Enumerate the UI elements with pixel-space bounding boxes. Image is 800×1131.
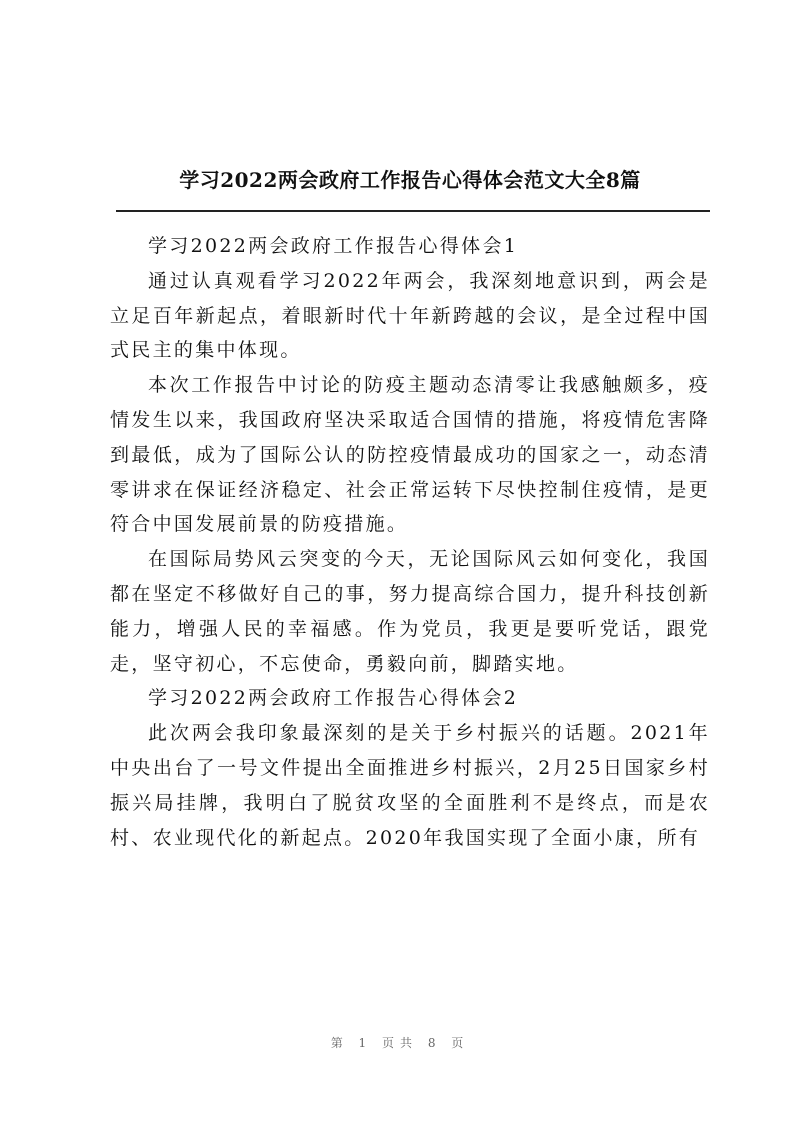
document-title: 学习2022两会政府工作报告心得体会范文大全8篇 bbox=[179, 168, 641, 192]
document-body bbox=[110, 229, 710, 855]
paragraph: 此次两会我印象最深刻的是关于乡村振兴的话题。2021年中央出台了一号文件提出全面推进乡村振兴，2月25日国家乡村振兴局挂牌，我明白了脱贫攻坚的全面胜利不是终点，而是农村、农业现代化的新起点。2020年我国实现了全面小康，所有 bbox=[110, 722, 710, 849]
paragraph: 本次工作报告中讨论的防疫主题动态清零让我感触颇多，疫情发生以来，我国政府坚决采取适合国情的措施，将疫情危害降到最低，成为了国际公认的防控疫情最成功的国家之一，动态清零讲求在保证经济稳定、社会正常运转下尽快控制住疫情，是更符合中国发展前景的防疫措施。 bbox=[110, 374, 710, 536]
section-heading-1: 学习2022两会政府工作报告心得体会1 bbox=[148, 235, 519, 257]
paragraph: 通过认真观看学习2022年两会，我深刻地意识到，两会是立足百年新起点，着眼新时代十年新跨越的会议，是全过程中国式民主的集中体现。 bbox=[110, 269, 710, 362]
title-underline bbox=[116, 210, 710, 212]
page-number: 第 1 页共 8 页 bbox=[330, 1036, 470, 1050]
paragraph: 在国际局势风云突变的今天，无论国际风云如何变化，我国都在坚定不移做好自己的事，努力提高综合国力，提升科技创新能力，增强人民的幸福感。作为党员，我更是要听党话，跟党走，坚守初心，不忘使命，勇毅向前，脚踏实地。 bbox=[110, 548, 710, 675]
section-heading-2: 学习2022两会政府工作报告心得体会2 bbox=[148, 687, 519, 710]
